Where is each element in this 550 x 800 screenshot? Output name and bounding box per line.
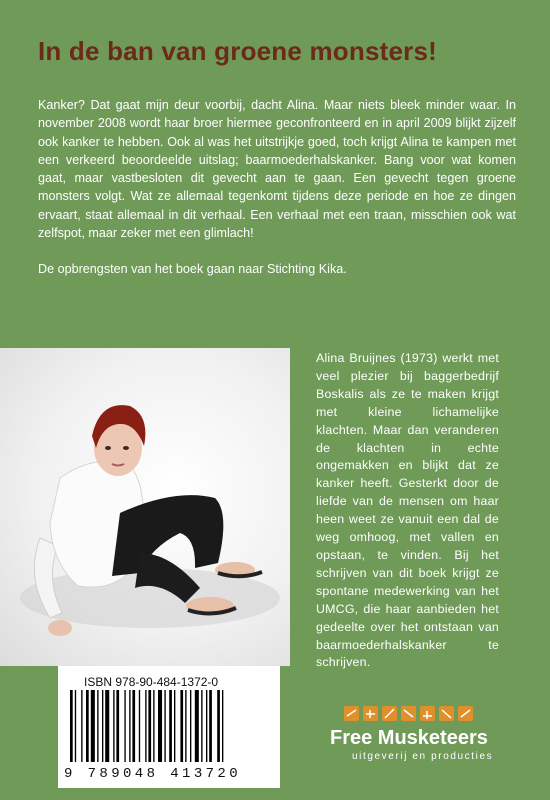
- barcode-bar: [153, 690, 154, 762]
- barcode-bar: [81, 690, 82, 762]
- back-cover-blurb: [38, 96, 516, 279]
- barcode-bar: [201, 690, 202, 762]
- barcode-bar: [190, 690, 191, 762]
- barcode-bar: [185, 690, 186, 762]
- barcode-bar: [97, 690, 98, 762]
- barcode-bar: [75, 690, 76, 762]
- barcode: [70, 690, 268, 766]
- barcode-bar: [180, 690, 183, 762]
- blurb-paragraph: Kanker? Dat gaat mijn deur voorbij, dacht Alina. Maar niets bleek minder waar. In november 2008 wordt haar broer hiermee geconfronteerd en in april 2009 blijkt zijzelf ook kanker te hebben. Ook al was het uitstrijkje goed, toch krijgt Alina te kampen met een verkeerd beoordeelde uitslag; baarmoederhalskanker. Bang voor wat komen gaat, maar vastbesloten dit gevecht aan te gaan. Een gevecht tegen groene monsters volgt. Wat ze allemaal tegenkomt tijdens deze periode en hoe ze dingen ervaart, staat allemaal in dit verhaal. Een verhaal met een traan, misschien ook wat zelfspot, maar zeker met een glimlach!: [38, 98, 516, 241]
- barcode-bar: [139, 690, 140, 762]
- author-bio: Alina Bruijnes (1973) werkt met veel plezier bij baggerbedrijf Boskalis als ze te maken krijgt met kleine lichamelijke klachten. Maar dan veranderen de klachten in echte ongemakken en blijkt dat ze kanker heeft. Gesterkt door de liefde van de mensen om haar heen weet ze vanuit een dal de weg omhoog, met vallen en opstaan, te vinden. Bij het schrijven van dit boek krijgt ze spontane medewerking van het UMCG, die haar aanbieden het gedeelte over het ontstaan van baarmoederhalskanker te schrijven.: [316, 351, 499, 670]
- publisher-tagline: uitgeverij en producties: [352, 751, 494, 762]
- barcode-bar: [158, 690, 162, 762]
- isbn-label: ISBN 978-90-484-1372-0: [84, 675, 219, 689]
- barcode-bar: [145, 690, 146, 762]
- barcode-bar: [129, 690, 130, 762]
- barcode-bar: [132, 690, 135, 762]
- barcode-bar: [164, 690, 165, 762]
- barcode-bar: [169, 690, 172, 762]
- barcode-bar: [217, 690, 220, 762]
- barcode-bar: [116, 690, 119, 762]
- barcode-panel: [58, 666, 280, 788]
- publisher-logo: [330, 704, 520, 764]
- barcode-bar: [148, 690, 151, 762]
- barcode-bar: [113, 690, 114, 762]
- barcode-bar: [206, 690, 207, 762]
- barcode-bar: [209, 690, 212, 762]
- barcode-bar: [195, 690, 199, 762]
- publisher-name: Free Musketeers: [330, 727, 488, 749]
- blurb-paragraph: De opbrengsten van het boek gaan naar Stichting Kika.: [38, 262, 347, 277]
- ean-digits: 9 789048 413720: [64, 766, 242, 782]
- barcode-bar: [124, 690, 125, 762]
- barcode-bar: [91, 690, 95, 762]
- author-photo: [0, 348, 290, 666]
- barcode-bar: [86, 690, 89, 762]
- barcode-bar: [70, 690, 73, 762]
- barcode-bar: [105, 690, 109, 762]
- book-title: In de ban van groene monsters!: [38, 36, 437, 66]
- barcode-bar: [102, 690, 103, 762]
- publisher-icons: [342, 704, 492, 724]
- barcode-bar: [174, 690, 175, 762]
- barcode-bar: [222, 690, 223, 762]
